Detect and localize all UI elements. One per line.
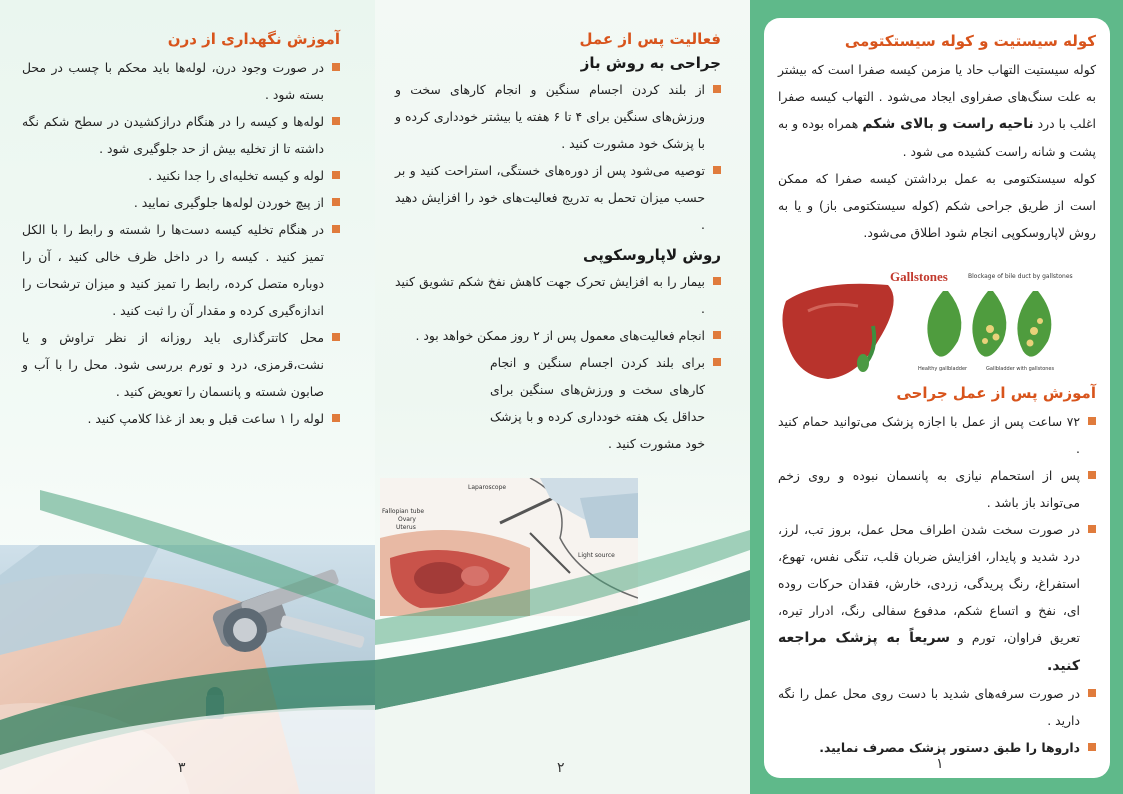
gallstones-figure — [778, 271, 1096, 381]
diseased-gallbladder-label: Gallbladder with gallstones — [986, 366, 1055, 372]
laparoscopy-heading: روش لاپاروسکوپی — [583, 246, 721, 264]
list-item: در صورت سرفه‌های شدید با دست روی محل عمل را نگه دارید . — [778, 680, 1096, 734]
label-light-source: Light source — [578, 552, 615, 559]
intro-text-1: کوله سیستیت التهاب حاد یا مزمن کیسه صفرا است که بیشتر به علت سنگ‌های صفراوی ایجاد می‌شود . التهاب کیسه صفرا اغلب با درد — [778, 62, 1096, 131]
gallstones-label: Gallstones — [890, 269, 948, 284]
label-laparoscope: Laparoscope — [468, 484, 507, 491]
cholecystitis-title: کوله سیستیت و کوله سیستکتومی — [844, 32, 1096, 50]
list-item: از بلند کردن اجسام سنگین و انجام کارهای سخت و ورزش‌های سنگین برای ۴ تا ۶ هفته یا بیشتر خودداری کرده و با پزشک خود مشورت کنید . — [395, 76, 721, 157]
drain-care-title: آموزش نگهداری از درن — [167, 30, 340, 48]
laparoscopy-list — [395, 268, 721, 457]
cholecystitis-section — [778, 32, 1096, 246]
symptoms-text: در صورت سخت شدن اطراف محل عمل، بروز تب، لرز، درد شدید و پایدار، افزایش ضربان قلب، تنگی نفس، تهوع، استفراغ، رنگ پریدگی، زردی، خارش، فقدان حرکات روده ای، نفخ و اتساع شکم، مدفوع سفالی رنگ، ادرار تیره، تعریق فراوان، تورم و — [778, 522, 1080, 645]
panel-page-3 — [0, 0, 375, 794]
post-op-title: آموزش پس از عمل جراحی — [896, 384, 1096, 402]
panel-page-1 — [750, 0, 1123, 794]
page-number: ۲ — [557, 760, 565, 776]
drain-care-list — [22, 54, 340, 432]
list-item: لوله‌ها و کیسه را در هنگام درازکشیدن در سطح شکم نگه داشته تا از تخلیه بیش از حد جلوگیری شود . — [22, 108, 340, 162]
list-item: در صورت وجود درن، لوله‌ها باید محکم با چسب در محل بسته شود . — [22, 54, 340, 108]
label-fallopian-tube: Fallopian tube — [382, 508, 425, 515]
list-item: انجام فعالیت‌های معمول پس از ۲ روز ممکن خواهد بود . — [395, 322, 721, 349]
label-ovary: Ovary — [398, 516, 416, 523]
post-op-activity-section — [395, 30, 721, 457]
cholecystectomy-paragraph: کوله سیستکتومی به عمل برداشتن کیسه صفرا که ممکن است از طریق جراحی شکم (کوله سیستکتومی باز) و یا به روش لاپاروسکوپی انجام شود اطلاق می‌شود. — [778, 171, 1096, 240]
list-item: ۷۲ ساعت پس از عمل با اجازه پزشک می‌توانید حمام کنید . — [778, 408, 1096, 462]
open-surgery-list — [395, 76, 721, 238]
list-item — [778, 516, 1096, 680]
content-card — [764, 18, 1110, 778]
intro-text-2: همراه بوده و به پشت و شانه راست کشیده می شود . — [778, 116, 1096, 159]
list-item: از پیچ خوردن لوله‌ها جلوگیری نمایید . — [22, 189, 340, 216]
list-item: لوله را ۱ ساعت قبل و بعد از غذا کلامپ کنید . — [22, 405, 340, 432]
list-item: داروها را طبق دستور پزشک مصرف نمایید. — [778, 734, 1096, 761]
open-surgery-heading: جراحی به روش باز — [580, 54, 721, 72]
list-item: در هنگام تخلیه کیسه دست‌ها را شسته و رابط را با الکل تمیز کنید . کیسه را در داخل ظرف خالی کنید ، آن را دوباره متصل کرده، رابط را تمیز کنید و میزان ترشحات را اندازه‌گیری کرده و مقدار آن را ثبت کنید . — [22, 216, 340, 324]
page-number: ۳ — [178, 760, 186, 776]
list-item: محل کاتترگذاری باید روزانه از نظر تراوش و یا نشت،قرمزی، درد و تورم بررسی شود. محل را با آب و صابون شسته و پانسمان را تعویض کنید . — [22, 324, 340, 405]
drain-care-section — [22, 30, 340, 432]
list-item: پس از استحمام نیازی به پانسمان نبوده و روی زخم می‌تواند باز باشد . — [778, 462, 1096, 516]
activity-title: فعالیت پس از عمل — [579, 30, 721, 48]
list-item: برای بلند کردن اجسام سنگین و انجام کارهای سخت و ورزش‌های سنگین برای حداقل یک هفته خودداری کرده و با پزشک خود مشورت کنید . — [395, 349, 721, 457]
panel-page-2 — [375, 0, 750, 794]
label-uterus: Uterus — [396, 524, 416, 531]
intro-highlight: ناحیه راست و بالای شکم — [862, 116, 1034, 132]
page-number: ۱ — [936, 756, 944, 772]
urgent-referral-text: سریعاً به پزشک مراجعه کنید. — [778, 630, 1080, 674]
intro-paragraph — [778, 56, 1096, 165]
post-op-list — [778, 408, 1096, 761]
wave-decoration — [0, 470, 375, 794]
list-item: لوله و کیسه تخلیه‌ای را جدا نکنید . — [22, 162, 340, 189]
bile-duct-caption: Blockage of bile duct by gallstones — [968, 273, 1073, 280]
wave-decoration — [375, 470, 750, 794]
post-op-education-section — [778, 384, 1096, 761]
gallstones-figure-art — [778, 271, 1096, 381]
healthy-gallbladder-label: Healthy gallbladder — [918, 366, 968, 372]
list-item: توصیه می‌شود پس از دوره‌های خستگی، استراحت کنید و بر حسب میزان تحمل به تدریج فعالیت‌های خود را افزایش دهید . — [395, 157, 721, 238]
list-item: بیمار را به افزایش تحرک جهت کاهش نفخ شکم تشویق کنید . — [395, 268, 721, 322]
